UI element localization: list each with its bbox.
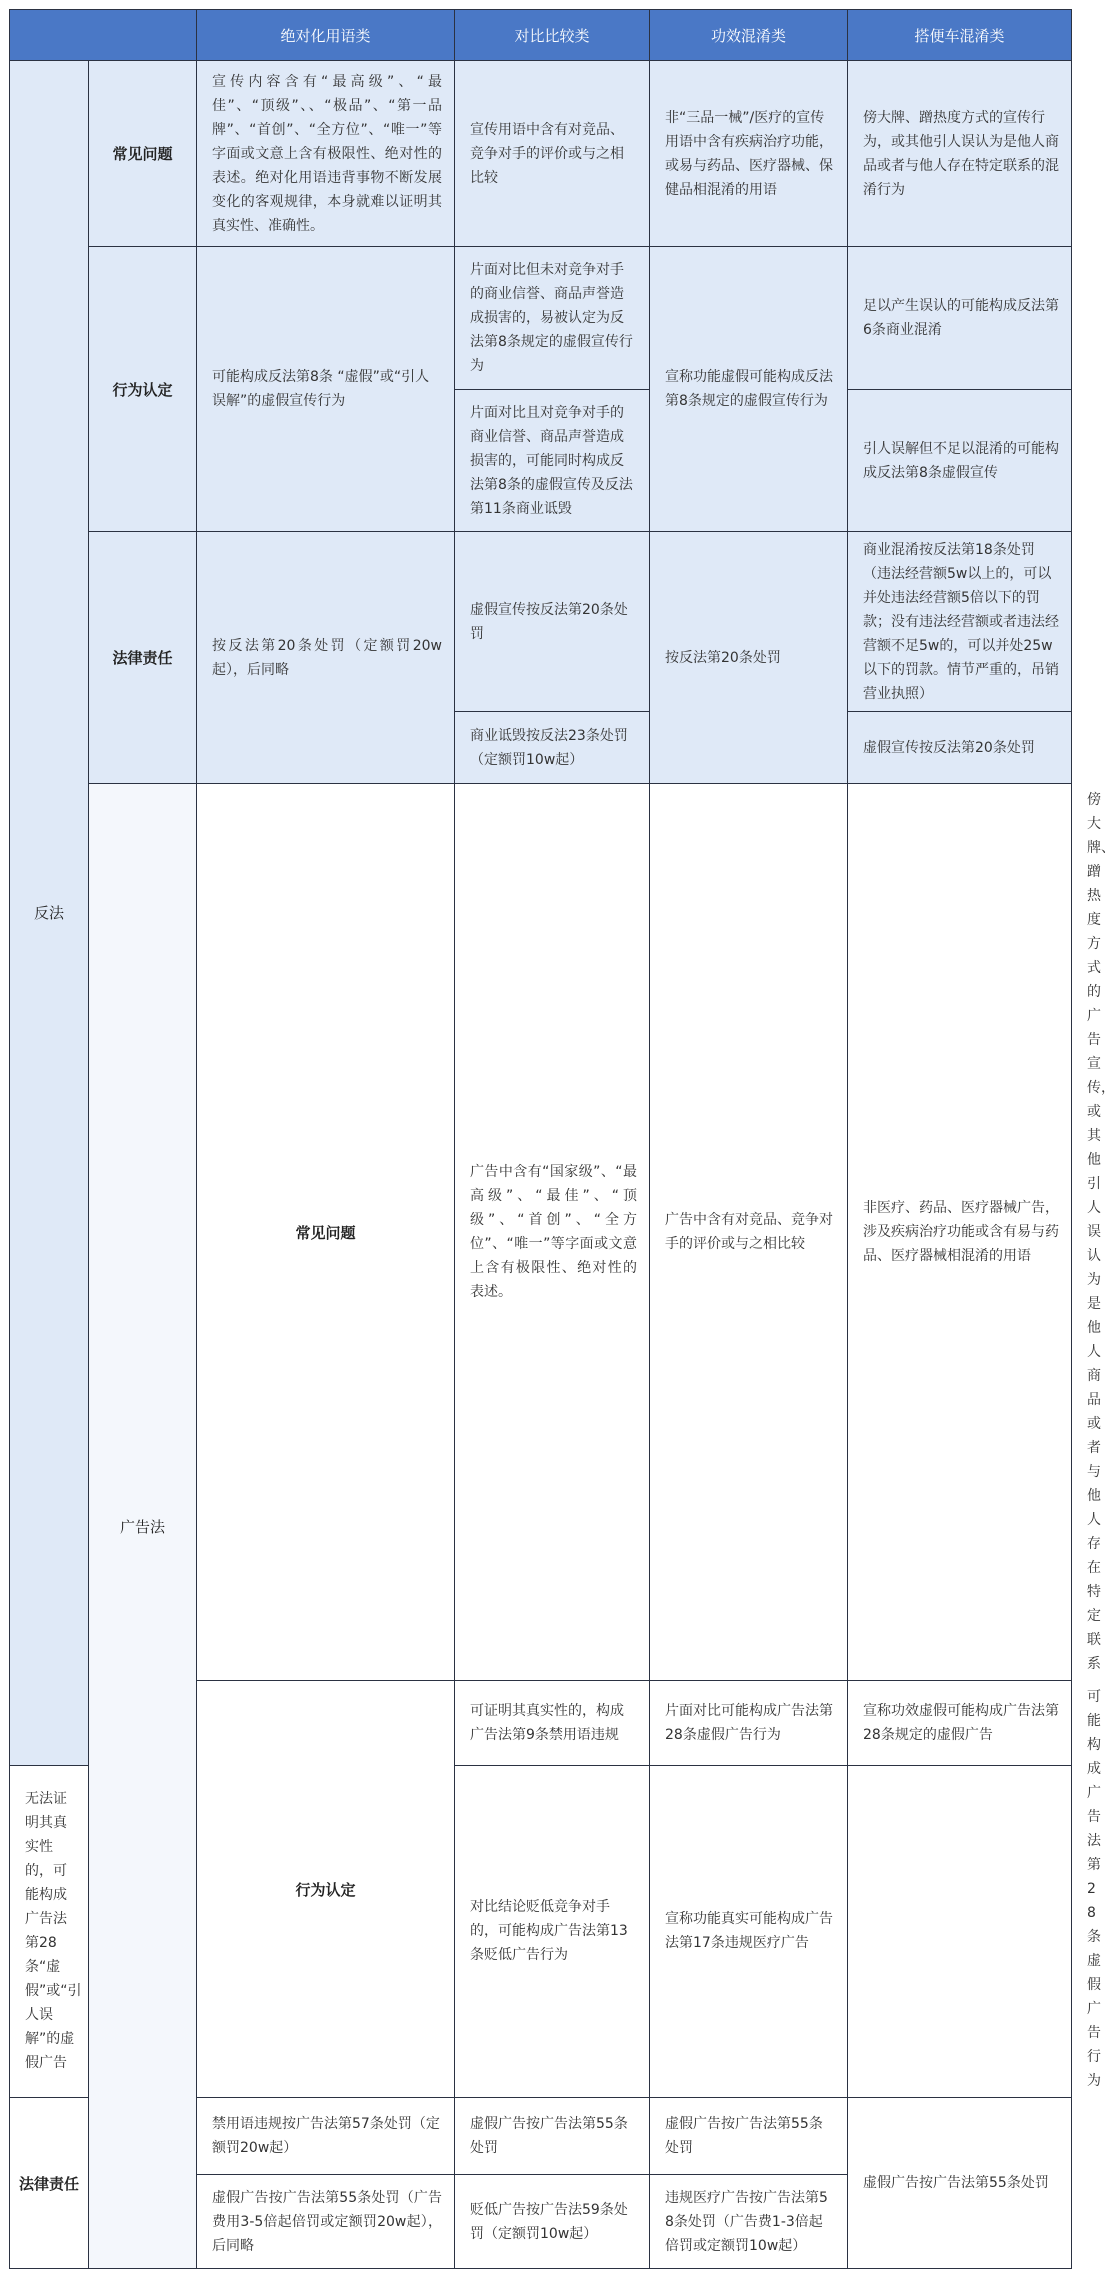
fanfa-liability-freeriding-a: 商业混淆按反法第18条处罚（违法经营额5w以上的，可以并处违法经营额5倍以下的罚款；没有违法经营额或者违法经营额不足5w的，可以并处25w以下的罚款。情节严重的，吊销营业执照） bbox=[848, 532, 1072, 712]
guanggao-conduct-row-a: 行为认定 可证明其真实性的，构成广告法第9条禁用语违规 片面对比可能构成广告法第28条虚假广告行为 宣称功效虚假可能构成广告法第28条规定的虚假广告 可能构成广告法第28条虚假广告行为 bbox=[10, 1681, 1072, 1766]
fanfa-conduct-row-a bbox=[10, 247, 1072, 390]
header-row bbox=[10, 10, 1072, 61]
guanggao-conduct-absolute-b: 无法证明其真实性的，可能构成广告法第28条“虚假”或“引人误解”的虚假广告 bbox=[10, 1765, 89, 2097]
guanggao-liability-comparison-a: 虚假广告按广告法第55条处罚 bbox=[455, 2098, 650, 2175]
guanggao-common-comparison: 广告中含有对竞品、竞争对手的评价或与之相比较 bbox=[650, 784, 848, 1681]
fanfa-liability-row-a bbox=[10, 532, 1072, 712]
fanfa-liability-efficacy: 按反法第20条处罚 bbox=[650, 532, 848, 784]
fanfa-conduct-absolute: 可能构成反法第8条 “虚假”或“引人误解”的虚假宣传行为 bbox=[197, 247, 455, 532]
category-conduct: 行为认定 bbox=[89, 247, 197, 532]
fanfa-liability-absolute: 按反法第20条处罚（定额罚20w起），后同略 bbox=[197, 532, 455, 784]
guanggao-liability-efficacy-b: 违规医疗广告按广告法第58条处罚（广告费1-3倍起倍罚或定额罚10w起） bbox=[650, 2175, 848, 2269]
guanggao-conduct-comparison-a: 片面对比可能构成广告法第28条虚假广告行为 bbox=[650, 1681, 848, 1766]
fanfa-common-absolute: 宣传内容含有“最高级”、“最佳”、“顶级”、、“极品”、“第一品牌”、“首创”、“全方位”、“唯一”等字面或文意上含有极限性、绝对性的表述。绝对化用语违背事物不断发展变化的客观规律，本身就难以证明其真实性、准确性。 bbox=[197, 61, 455, 247]
comparison-table bbox=[9, 9, 1115, 2269]
guanggao-conduct-efficacy-b: 宣称功能真实可能构成广告法第17条违规医疗广告 bbox=[650, 1765, 848, 2097]
header-corner bbox=[10, 10, 197, 61]
fanfa-conduct-comparison-a: 片面对比但未对竞争对手的商业信誉、商品声誉造成损害的，易被认定为反法第8条规定的虚假宣传行为 bbox=[455, 247, 650, 390]
guanggao-common-absolute: 广告中含有“国家级”、“最高级”、“最佳”、“顶级”、“首创”、“全方位”、“唯一”等字面或文意上含有极限性、绝对性的表述。 bbox=[455, 784, 650, 1681]
fanfa-conduct-comparison-b: 片面对比且对竞争对手的商业信誉、商品声誉造成损害的，可能同时构成反法第8条的虚假宣传及反法第11条商业诋毁 bbox=[455, 390, 650, 532]
fanfa-liability-freeriding-b: 虚假宣传按反法第20条处罚 bbox=[848, 712, 1072, 784]
category-liability: 法律责任 bbox=[89, 532, 197, 784]
header-freeriding-confusion: 搭便车混淆类 bbox=[848, 10, 1072, 61]
guanggao-common-row: 广告法 常见问题 广告中含有“国家级”、“最高级”、“最佳”、“顶级”、“首创”、“全方位”、“唯一”等字面或文意上含有极限性、绝对性的表述。 广告中含有对竞品、竞争对手的评价或与之相比较 非医疗、药品、医疗器械广告，涉及疾病治疗功能或含有易与药品、医疗器械相混淆的用语 傍大牌、蹭热度方式的广告宣传，或其他引人误认为是他人商品或者与他人存在特定联系 bbox=[10, 784, 1072, 1681]
category-liability-ad: 法律责任 bbox=[10, 2098, 89, 2269]
fanfa-common-row bbox=[10, 61, 1072, 247]
header-efficacy-confusion: 功效混淆类 bbox=[650, 10, 848, 61]
fanfa-liability-comparison-b: 商业诋毁按反法23条处罚（定额罚10w起） bbox=[455, 712, 650, 784]
guanggao-liability-efficacy-a: 虚假广告按广告法第55条处罚 bbox=[650, 2098, 848, 2175]
fanfa-common-comparison: 宣传用语中含有对竞品、竞争对手的评价或与之相比较 bbox=[455, 61, 650, 247]
fanfa-common-freeriding: 傍大牌、蹭热度方式的宣传行为，或其他引人误认为是他人商品或者与他人存在特定联系的混淆行为 bbox=[848, 61, 1072, 247]
guanggao-conduct-comparison-b: 对比结论贬低竞争对手的，可能构成广告法第13条贬低广告行为 bbox=[455, 1765, 650, 2097]
fanfa-conduct-freeriding-a: 足以产生误认的可能构成反法第6条商业混淆 bbox=[848, 247, 1072, 390]
guanggao-common-efficacy: 非医疗、药品、医疗器械广告，涉及疾病治疗功能或含有易与药品、医疗器械相混淆的用语 bbox=[848, 784, 1072, 1681]
fanfa-liability-comparison-a: 虚假宣传按反法第20条处罚 bbox=[455, 532, 650, 712]
guanggao-liability-absolute-b: 虚假广告按广告法第55条处罚（广告费用3-5倍起倍罚或定额罚20w起），后同略 bbox=[197, 2175, 455, 2269]
guanggao-conduct-absolute-a: 可证明其真实性的，构成广告法第9条禁用语违规 bbox=[455, 1681, 650, 1766]
category-common-issues-ad: 常见问题 bbox=[197, 784, 455, 1681]
section-guanggao: 广告法 bbox=[89, 784, 197, 2269]
fanfa-conduct-freeriding-b: 引人误解但不足以混淆的可能构成反法第8条虚假宣传 bbox=[848, 390, 1072, 532]
section-fanfa: 反法 bbox=[10, 61, 89, 1766]
fanfa-common-efficacy: 非“三品一械”/医疗的宣传用语中含有疾病治疗功能，或易与药品、医疗器械、保健品相混淆的用语 bbox=[650, 61, 848, 247]
category-conduct-ad: 行为认定 bbox=[197, 1681, 455, 2098]
guanggao-liability-absolute-a: 禁用语违规按广告法第57条处罚（定额罚20w起） bbox=[197, 2098, 455, 2175]
guanggao-liability-comparison-b: 贬低广告按广告法59条处罚（定额罚10w起） bbox=[455, 2175, 650, 2269]
header-absolute-terms: 绝对化用语类 bbox=[197, 10, 455, 61]
category-common-issues: 常见问题 bbox=[89, 61, 197, 247]
header-comparison: 对比比较类 bbox=[455, 10, 650, 61]
fanfa-conduct-efficacy: 宣称功能虚假可能构成反法第8条规定的虚假宣传行为 bbox=[650, 247, 848, 532]
guanggao-conduct-efficacy-a: 宣称功效虚假可能构成广告法第28条规定的虚假广告 bbox=[848, 1681, 1072, 1766]
guanggao-liability-freeriding: 虚假广告按广告法第55条处罚 bbox=[848, 2098, 1072, 2269]
